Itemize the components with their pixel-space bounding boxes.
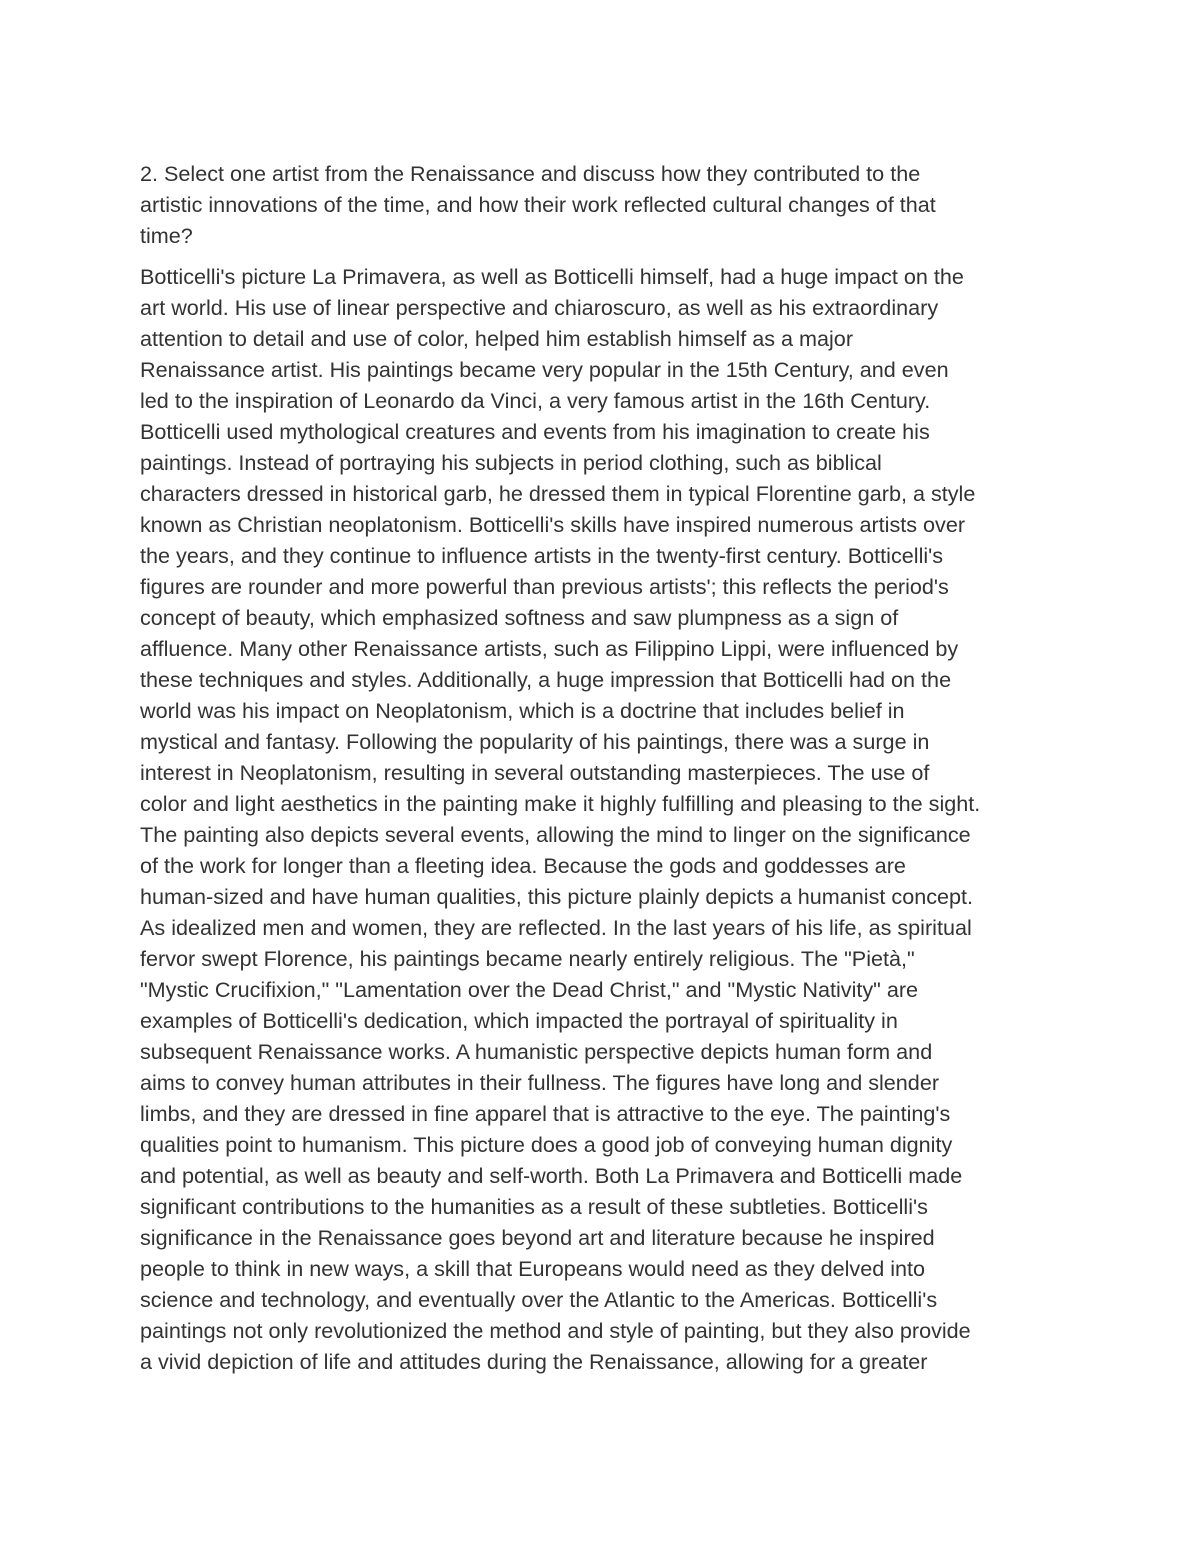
question-text: 2. Select one artist from the Renaissance and discuss how they contributed to the artistic innovations of the time, and how their work reflected cultural changes of that time? bbox=[140, 161, 936, 248]
document-body bbox=[140, 158, 1070, 1377]
answer-paragraph: Botticelli's picture La Primavera, as well as Botticelli himself, had a huge impact on the art world. His use of linear perspective and chiaroscuro, as well as his extraordinary attention to detail and use of color, helped him establish himself as a major Renaissance artist. His paintings became very popular in the 15th Century, and even led to the inspiration of Leonardo da Vinci, a very famous artist in the 16th Century. Botticelli used mythological creatures and events from his imagination to create his paintings. Instead of portraying his subjects in period clothing, such as biblical characters dressed in historical garb, he dressed them in typical Florentine garb, a style known as Christian neoplatonism. Botticelli's skills have inspired numerous artists over the years, and they continue to influence artists in the twenty-first century. Botticelli's figures are rounder and more powerful than previous artists'; this reflects the period's concept of beauty, which emphasized softness and saw plumpness as a sign of affluence. Many other Renaissance artists, such as Filippino Lippi, were influenced by these techniques and styles. Additionally, a huge impression that Botticelli had on the world was his impact on Neoplatonism, which is a doctrine that includes belief in mystical and fantasy. Following the popularity of his paintings, there was a surge in interest in Neoplatonism, resulting in several outstanding masterpieces. The use of color and light aesthetics in the painting make it highly fulfilling and pleasing to the sight. The painting also depicts several events, allowing the mind to linger on the significance of the work for longer than a fleeting idea. Because the gods and goddesses are human-sized and have human qualities, this picture plainly depicts a humanist concept. As idealized men and women, they are reflected. In the last years of his life, as spiritual fervor swept Florence, his paintings became nearly entirely religious. The "Pietà," "Mystic Crucifixion," "Lamentation over the Dead Christ," and "Mystic Nativity" are examples of Botticelli's dedication, which impacted the portrayal of spirituality in subsequent Renaissance works. A humanistic perspective depicts human form and aims to convey human attributes in their fullness. The figures have long and slender limbs, and they are dressed in fine apparel that is attractive to the eye. The painting's qualities point to humanism. This picture does a good job of conveying human dignity and potential, as well as beauty and self-worth. Both La Primavera and Botticelli made significant contributions to the humanities as a result of these subtleties. Botticelli's significance in the Renaissance goes beyond art and literature because he inspired people to think in new ways, a skill that Europeans would need as they delved into science and technology, and eventually over the Atlantic to the Americas. Botticelli's paintings not only revolutionized the method and style of painting, but they also provide a vivid depiction of life and attitudes during the Renaissance, allowing for a greater bbox=[140, 264, 981, 1374]
